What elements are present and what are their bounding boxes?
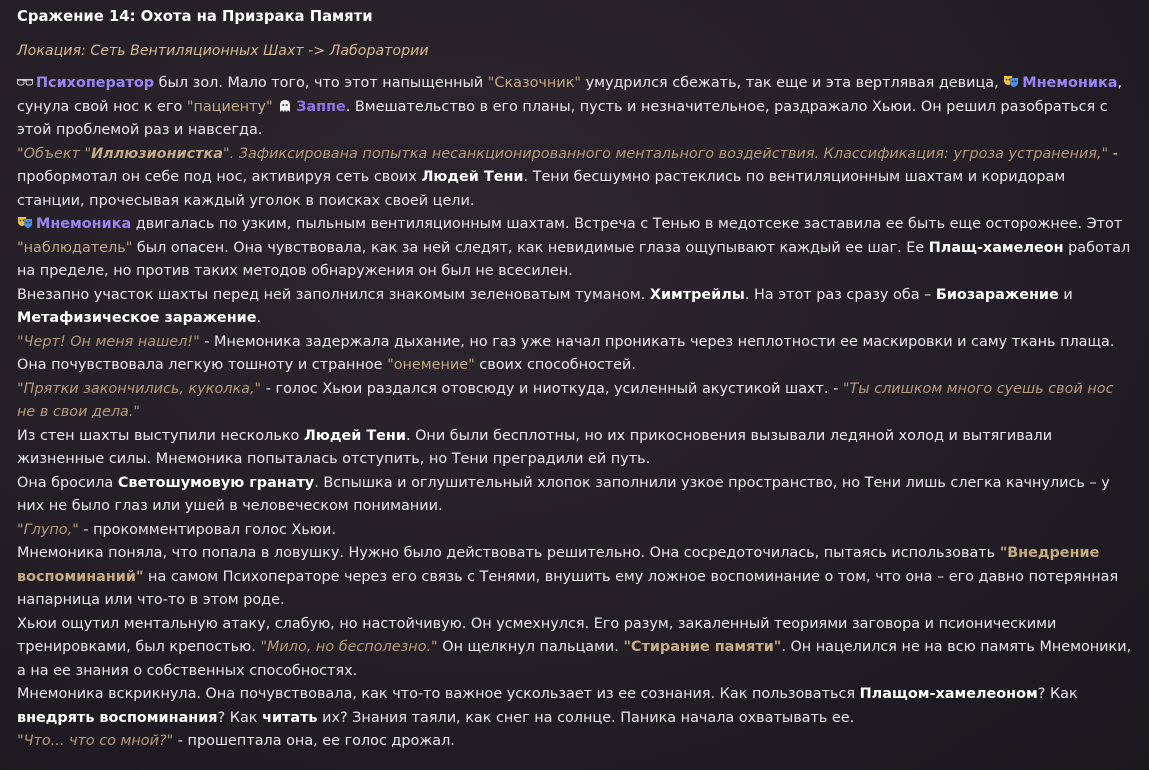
paragraph-1: Психоператор был зол. Мало того, что этот напыщенный "Сказочник" умудрился сбежать, так еще и эта вертлявая девица, Мнемоника, сунула свой нос к его "пациенту" Заппе. Вмешательство в его планы, пусть и незначительное, раздражало Хьюи. Он решил разобраться с этой проблемой раз и навсегда. xyxy=(17,75,1123,138)
character-psioperator[interactable]: Психоператор xyxy=(36,75,155,91)
paragraph-3: Мнемоника двигалась по узким, пыльным вентиляционным шахтам. Встреча с Тенью в медотсеке заставила ее быть еще осторожнее. Этот "наблюдатель" был опасен. Она чувствовала, как за ней следят, как невидимые глаза ощупывают каждый ее шаг. Ее Плащ-хамелеон работал на пределе, но против таких методов обнаружения он был не всесилен. xyxy=(17,216,1131,279)
paragraph-11: Хьюи ощутил ментальную атаку, слабую, но настойчивую. Он усмехнулся. Его разум, закаленный теориями заговора и псионическими тренировками, был крепостью. "Мило, но бесполезно." Он щелкнул пальцами. "Стирание памяти". Он нацелился не на всю память Мнемоники, а на ее знания о собственных способностях. xyxy=(17,615,1132,679)
character-zappe[interactable]: Заппе xyxy=(296,98,346,115)
glasses-icon xyxy=(17,75,33,89)
theater-masks-icon xyxy=(17,216,33,230)
paragraph-4: Внезапно участок шахты перед ней заполнился знакомым зеленоватым туманом. Химтрейлы. На этот раз сразу оба – Биозаражение и Метафизическое заражение. xyxy=(17,286,1073,326)
paragraph-9: "Глупо," - прокомментировал голос Хьюи. xyxy=(17,521,336,538)
paragraph-10: Мнемоника поняла, что попала в ловушку. Нужно было действовать решительно. Она сосредоточилась, пытаясь использовать "Внедрение воспоминаний" на самом Психоператоре через его связь с Тенями, внушить ему ложное воспоминание о том, что она – его давно потерянная напарница или что-то в этом роде. xyxy=(17,545,1119,608)
paragraph-7: Из стен шахты выступили несколько Людей Тени. Они были бесплотны, но их прикосновения вызывали ледяной холод и вытягивали жизненные силы. Мнемоника попыталась отступить, но Тени преградили ей путь. xyxy=(17,427,1053,467)
paragraph-6: "Прятки закончились, куколка," - голос Хьюи раздался отовсюду и ниоткуда, усиленный акустикой шахт. - "Ты слишком много суешь свой нос не в свои дела." xyxy=(17,380,1114,420)
paragraph-2: "Объект "Иллюзионистка". Зафиксирована попытка несанкционированного ментального воздействия. Классификация: угроза устранения," - пробормотал он себе под нос, активируя сеть своих Людей Тени. Тени бесшумно растеклись по вентиляционным шахтам и коридорам станции, прочесывая каждый уголок в поисках своей цели. xyxy=(17,145,1118,209)
location-line: Локация: Сеть Вентиляционных Шахт -> Лаборатории xyxy=(17,43,429,59)
theater-masks-icon xyxy=(1003,75,1019,89)
battle-title: Сражение 14: Охота на Призрака Памяти xyxy=(17,8,373,25)
paragraph-13: "Что... что со мной?" - прошептала она, ее голос дрожал. xyxy=(17,733,455,749)
ghost-icon xyxy=(277,99,293,113)
character-mnemonika[interactable]: Мнемоника xyxy=(36,216,132,232)
paragraph-12: Мнемоника вскрикнула. Она почувствовала, как что-то важное ускользает из ее сознания. Как пользоваться Плащом-хамелеоном? Как внедрять воспоминания? Как читать их? Знания таяли, как снег на солнце. Паника начала охватывать ее. xyxy=(17,686,1078,726)
paragraph-5: "Черт! Он меня нашел!" - Мнемоника задержала дыхание, но газ уже начал проникать через неплотности ее маскировки и саму ткань плаща. Она почувствовала легкую тошноту и странное "онемение" своих способностей. xyxy=(17,333,1115,373)
paragraph-8: Она бросила Светошумовую гранату. Вспышка и оглушительный хлопок заполнили узкое пространство, но Тени лишь слегка качнулись – у них не было глаз или ушей в человеческом понимании. xyxy=(17,474,1110,514)
character-mnemonika[interactable]: Мнемоника xyxy=(1022,75,1118,91)
